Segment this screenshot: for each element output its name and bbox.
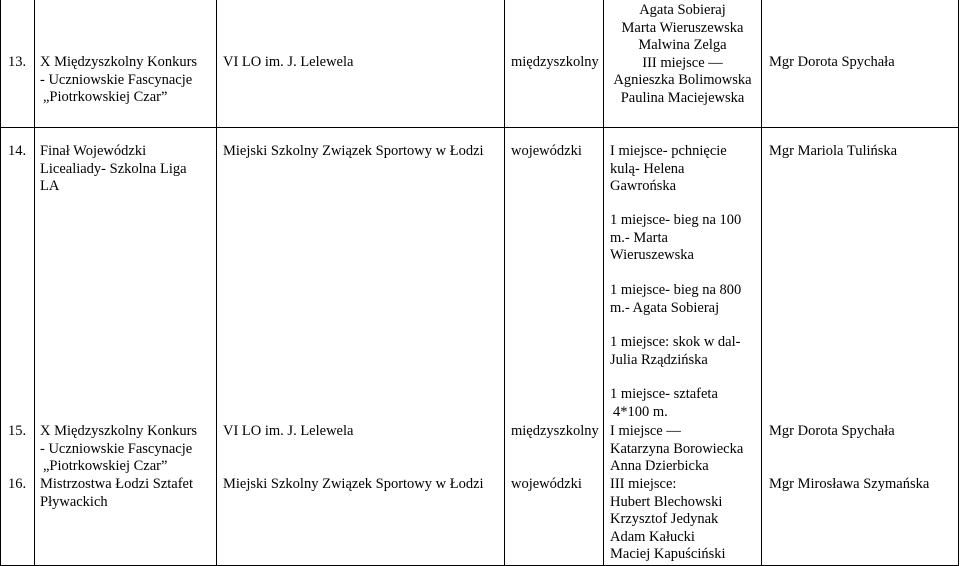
result-group: I miejsce- pchnięcie kulą- Helena Gawrońska (610, 143, 727, 194)
result-group: 1 miejsce- sztafeta 4*100 m. (610, 386, 718, 420)
row-number: 15. (8, 423, 27, 439)
result-group: 1 miejsce: skok w dal- Julia Rządzińska (610, 334, 741, 368)
col-border-3 (504, 0, 505, 566)
result: III miejsce: Hubert Blechowski Krzysztof Jedynak Adam Kałucki Maciej Kapuściński (610, 476, 726, 562)
teacher: Mgr Dorota Spychała (769, 54, 895, 70)
organizer: VI LO im. J. Lelewela (223, 54, 354, 70)
row-number: 16. (8, 476, 27, 492)
teacher: Mgr Dorota Spychała (769, 423, 895, 439)
level: wojewódzki (511, 476, 582, 492)
col-border-4 (603, 0, 604, 566)
row-number: 13. (8, 54, 27, 70)
col-border-5 (761, 0, 762, 566)
col-border-left (0, 0, 1, 566)
level: międzyszkolny (511, 423, 599, 439)
teacher: Mgr Mariola Tulińska (769, 143, 898, 159)
result: Agata Sobieraj Marta Wieruszewska Malwina Zelga III miejsce — Agnieszka Bolimowska Paulina Maciejewska (613, 2, 752, 106)
result-group: 1 miejsce- bieg na 100 m.- Marta Wieruszewska (610, 212, 742, 263)
organizer: Miejski Szkolny Związek Sportowy w Łodzi (223, 476, 484, 492)
competition-name: X Międzyszkolny Konkurs - Uczniowskie Fascynacje „Piotrkowskiej Czar” (40, 54, 198, 105)
row-border-13-14 (0, 127, 959, 128)
result-group: 1 miejsce- bieg na 800 m.- Agata Sobieraj (610, 282, 742, 316)
competition-name: Finał Wojewódzki Licealiady- Szkolna Liga LA (40, 143, 187, 194)
level: wojewódzki (511, 143, 582, 159)
col-border-2 (216, 0, 217, 566)
row-number: 14. (8, 143, 27, 159)
col-border-1 (34, 0, 35, 566)
organizer: Miejski Szkolny Związek Sportowy w Łodzi (223, 143, 484, 159)
competition-name: Mistrzostwa Łodzi Sztafet Pływackich (40, 476, 194, 510)
level: międzyszkolny (511, 54, 599, 70)
teacher: Mgr Mirosława Szymańska (769, 476, 930, 492)
result: I miejsce — Katarzyna Borowiecka Anna Dzierbicka (610, 423, 744, 474)
competition-name: X Międzyszkolny Konkurs - Uczniowskie Fascynacje „Piotrkowskiej Czar” (40, 423, 198, 474)
organizer: VI LO im. J. Lelewela (223, 423, 354, 439)
col-border-right (958, 0, 959, 566)
